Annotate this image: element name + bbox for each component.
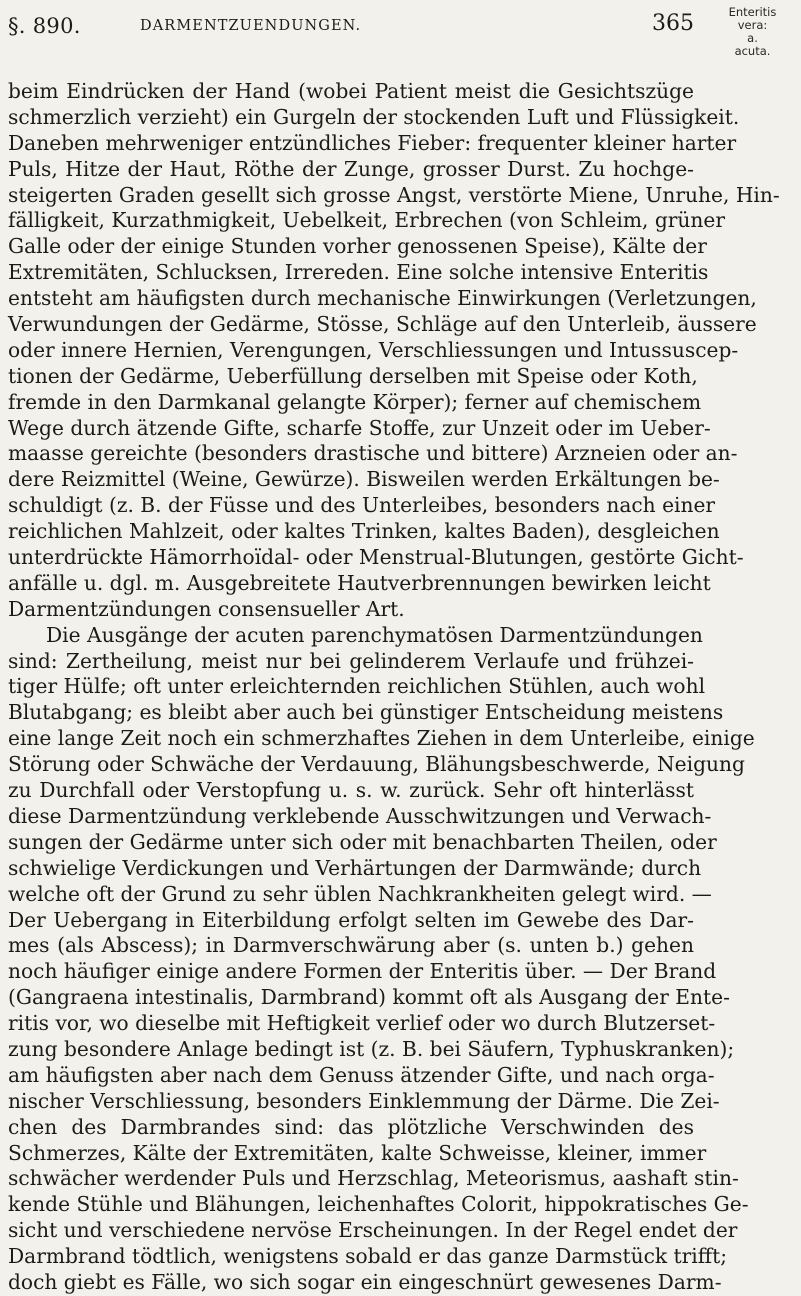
section-number: §. 890. [8,14,81,38]
text-line: sungen der Gedärme unter sich oder mit benachbarten Theilen, oder [8,829,717,854]
margin-note-line: vera: [737,18,768,32]
text-line: fremde in den Darmkanal gelangte Körper); ferner auf chemischem [8,389,702,414]
text-line: oder innere Hernien, Verengungen, Verschliessungen und Intussuscep- [8,337,739,362]
body-text [8,79,780,1296]
text-line: schuldigt (z. B. der Füsse und des Unterleibes, besonders nach einer [8,493,716,518]
text-line: Schmerzes, Kälte der Extremitäten, kalte Schweisse, kleiner, immer [8,1140,707,1165]
text-line: am häufigsten aber nach dem Genuss ätzender Gifte, und nach orga- [8,1062,715,1087]
text-line: diese Darmentzündung verklebende Ausschwitzungen und Verwach- [8,803,712,828]
text-line: Der Uebergang in Eiterbildung erfolgt selten im Gewebe des Dar- [8,907,694,932]
text-line: (Gangraena intestinalis, Darmbrand) kommt oft als Ausgang der Ente- [8,985,730,1010]
text-line: chen des Darmbrandes sind: das plötzliche Verschwinden des [8,1114,694,1139]
text-line: tiger Hülfe; oft unter erleichternden reichlichen Stühlen, auch wohl [8,674,706,699]
margin-note-line: acuta. [734,44,771,58]
text-line: doch giebt es Fälle, wo sich sogar ein eingeschnürt gewesenes Darm- [8,1269,722,1294]
text-line: fälligkeit, Kurzathmigkeit, Uebelkeit, Erbrechen (von Schleim, grüner [8,208,726,233]
text-line: anfälle u. dgl. m. Ausgebreitete Hautverbrennungen bewirken leicht [8,570,711,595]
text-line: Darmentzündungen consensueller Art. [8,596,405,621]
text-line: zu Durchfall oder Verstopfung u. s. w. zurück. Sehr oft hinterlässt [8,778,694,803]
text-line: welche oft der Grund zu sehr üblen Nachkrankheiten gelegt wird. — [8,881,712,906]
text-line: reichlichen Mahlzeit, oder kaltes Trinken, kaltes Baden), desgleichen [8,519,720,544]
text-line: beim Eindrücken der Hand (wobei Patient meist die Gesichtszüge [8,79,694,103]
text-line: Extremitäten, Schlucksen, Irrereden. Eine solche intensive Enteritis [8,260,709,285]
text-line: Puls, Hitze der Haut, Röthe der Zunge, grosser Durst. Zu hochge- [8,156,694,181]
text-line: entsteht am häufigsten durch mechanische Einwirkungen (Verletzungen, [8,286,757,311]
margin-note-line: a. [747,31,758,45]
text-line: Galle oder der einige Stunden vorher genossenen Speise), Kälte der [8,234,707,259]
text-line: eine lange Zeit noch ein schmerzhaftes Ziehen in dem Unterleibe, einige [8,726,755,751]
text-line: Verwundungen der Gedärme, Stösse, Schläge auf den Unterleib, äussere [8,312,757,337]
page-number: 365 [652,11,694,36]
text-line: sind: Zertheilung, meist nur bei gelinderem Verlaufe und frühzei- [8,648,694,673]
text-line: maasse gereichte (besonders drastische und bittere) Arzneien oder an- [8,441,738,466]
text-line: ritis vor, wo dieselbe mit Heftigkeit verlief oder wo durch Blutzerset- [8,1011,716,1036]
text-line: nischer Verschliessung, besonders Einklemmung der Därme. Die Zei- [8,1088,720,1113]
text-line: Daneben mehrweniger entzündliches Fieber: frequenter kleiner harter [8,130,737,155]
text-line: Die Ausgänge der acuten parenchymatösen Darmentzündungen [46,622,703,647]
text-line: Störung oder Schwäche der Verdauung, Blähungsbeschwerde, Neigung [8,752,745,777]
text-line: schwielige Verdickungen und Verhärtungen der Darmwände; durch [8,855,702,880]
margin-note [704,6,801,58]
text-line: Darmbrand tödtlich, wenigstens sobald er das ganze Darmstück trifft; [8,1244,728,1269]
text-line: schmerzlich verzieht) ein Gurgeln der stockenden Luft und Flüssigkeit. [8,104,740,129]
text-line: mes (als Abscess); in Darmverschwärung aber (s. unten b.) gehen [8,933,694,958]
text-line: kende Stühle und Blähungen, leichenhaftes Colorit, hippokratisches Ge- [8,1192,749,1217]
text-line: Blutabgang; es bleibt aber auch bei günstiger Entscheidung meistens [8,700,724,725]
running-title: DARMENTZUENDUNGEN. [140,18,362,34]
text-line: noch häufiger einige andere Formen der Enteritis über. — Der Brand [8,959,717,984]
text-line: zung besondere Anlage bedingt ist (z. B. bei Säufern, Typhuskranken); [8,1036,735,1061]
text-line: tionen der Gedärme, Ueberfüllung derselben mit Speise oder Koth, [8,363,698,388]
margin-note-line: Enteritis [728,5,777,19]
text-line: Wege durch ätzende Gifte, scharfe Stoffe, zur Unzeit oder im Ueber- [8,415,711,440]
text-line: unterdrückte Hämorrhoïdal- oder Menstrual-Blutungen, gestörte Gicht- [8,545,744,570]
text-line: steigerten Graden gesellt sich grosse Angst, verstörte Miene, Unruhe, Hin- [8,182,780,207]
running-header [8,10,694,46]
text-line: schwächer werdender Puls und Herzschlag, Meteorismus, aashaft stin- [8,1166,739,1191]
text-line: sicht und verschiedene nervöse Erscheinungen. In der Regel endet der [8,1218,738,1243]
text-line: dere Reizmittel (Weine, Gewürze). Bisweilen werden Erkältungen be- [8,467,720,492]
